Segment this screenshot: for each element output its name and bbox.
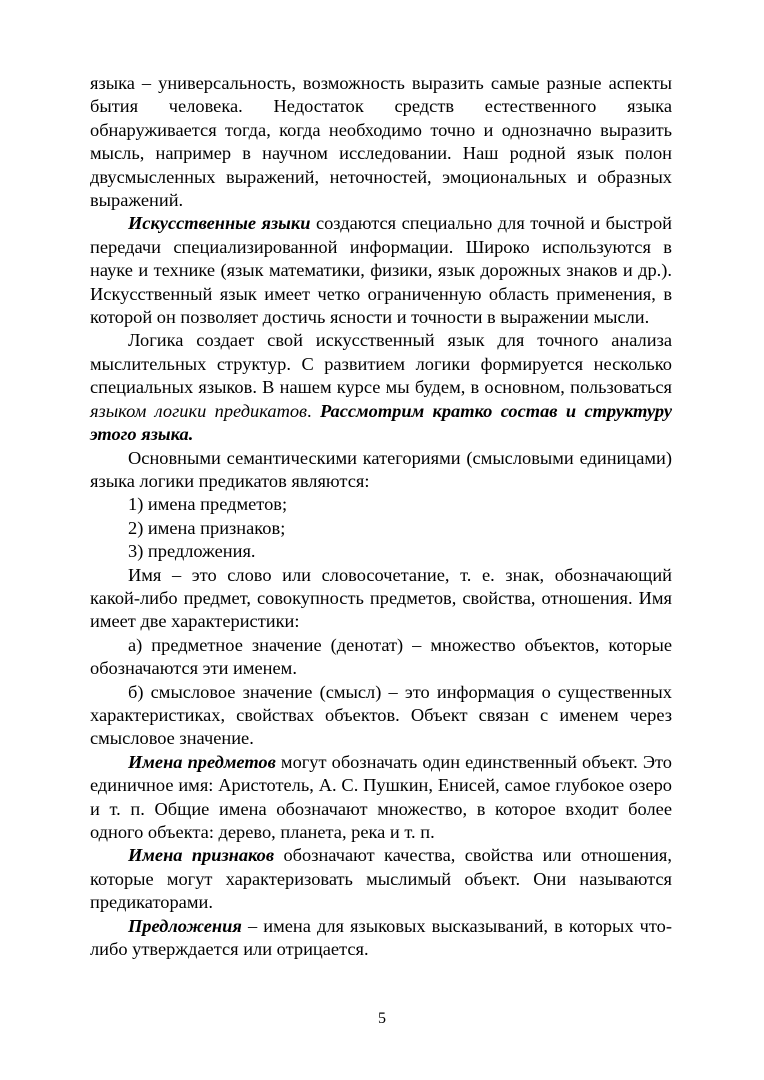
paragraph-text: – имена для языковых высказываний, в которых что-либо утверждается или отрицается. — [90, 915, 672, 960]
punctuation: . — [307, 400, 320, 421]
paragraph-sense: б) смысловое значение (смысл) – это информация о существенных характеристиках, свойствах объектов. Объект связан с именем через смысловое значение. — [90, 681, 672, 749]
emphasized-sentence: Рассмотрим кратко состав и структуру этого языка. — [90, 400, 672, 445]
term-sentences: Предложения — [128, 915, 242, 936]
list-item: 1) имена предметов; — [128, 494, 288, 515]
paragraph-object-names — [90, 751, 672, 845]
list-item: 3) предложения. — [128, 541, 256, 562]
paragraph-semantic-categories: Основными семантическими категориями (смысловыми единицами) языка логики предикатов являются: — [90, 447, 672, 491]
paragraph-attribute-names — [90, 844, 672, 914]
page-body — [90, 72, 672, 961]
paragraph-artificial-languages — [90, 212, 672, 329]
paragraph-text: создаются специально для точной и быстрой передачи специализированной информации. Широко используются в науке и технике (язык математики, физики, язык дорожных знаков и др.). Искусственный язык имеет четко ограниченную область применения, в которой он позволяет достичь ясности и точности в выражении мысли. — [90, 213, 673, 328]
paragraph-name-definition: Имя – это слово или словосочетание, т. е. знак, обозначающий какой-либо предмет, совокупность предметов, свойства, отношения. Имя имеет две характеристики: — [90, 564, 672, 632]
paragraph-sentences — [90, 915, 672, 962]
italic-phrase: языком логики предикатов — [90, 400, 308, 421]
term-object-names: Имена предметов — [128, 751, 276, 772]
paragraph-1: языка – универсальность, возможность выразить самые разные аспекты бытия человека. Недостаток средств естественного языка обнаруживается тогда, когда необходимо точно и однозначно выразить мысль, например в научном исследовании. Наш родной язык полон двусмысленных выражений, неточностей, эмоциональных и образных выражений. — [90, 73, 672, 211]
paragraph-text: Логика создает свой искусственный язык для точного анализа мыслительных структур. С развитием логики формируется несколько специальных языков. В нашем курсе мы будем, в основном, пользоваться — [90, 330, 672, 398]
paragraph-denotation: а) предметное значение (денотат) – множество объектов, которые обозначаются эти именем. — [90, 634, 672, 679]
paragraph-text: обозначают качества, свойства или отношения, которые могут характеризовать мыслимый объект. Они называются предикаторами. — [90, 845, 672, 913]
paragraph-text: могут обозначать один единственный объект. Это единичное имя: Аристотель, А. С. Пушкин, Енисей, самое глубокое озеро и т. п. Общие имена обозначают множество, в которое входит более одного объекта: дерево, планета, река и т. п. — [90, 751, 672, 842]
list-item: 2) имена признаков; — [128, 517, 286, 538]
paragraph-logic-language — [90, 329, 672, 446]
term-artificial-languages: Искусственные языки — [128, 213, 311, 234]
term-attribute-names: Имена признаков — [128, 845, 275, 866]
page-number: 5 — [378, 1010, 386, 1027]
